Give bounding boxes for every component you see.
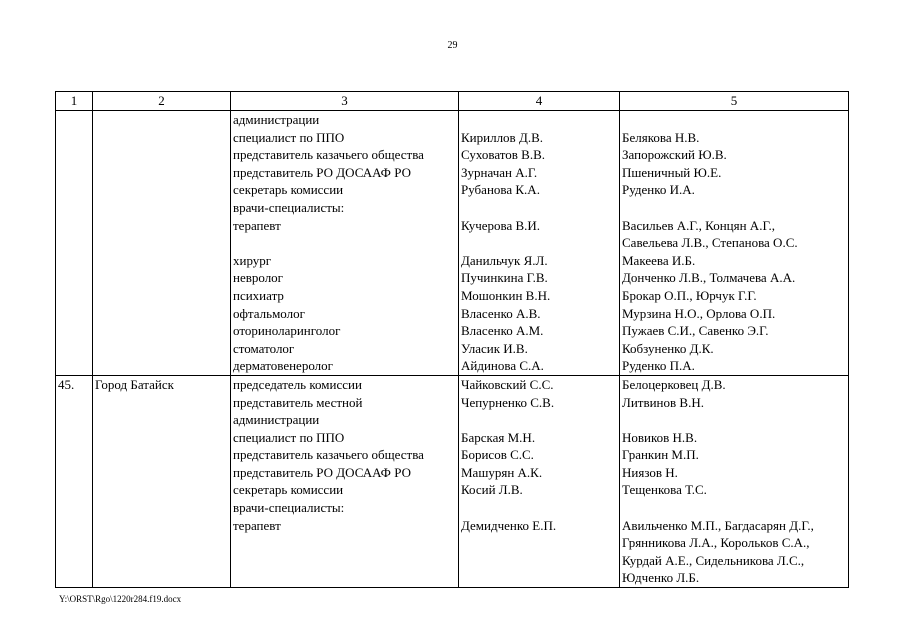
role-line: дерматовенеролог (233, 358, 333, 374)
member-line (461, 411, 617, 429)
member-line: Кучерова В.И. (461, 217, 541, 233)
role-line: невролог (233, 270, 284, 286)
column-header-3: 3 (231, 92, 459, 111)
member-line: Демидченко Е.П. (461, 517, 557, 533)
reserve-line: Запорожский Ю.В. (622, 147, 727, 163)
member-line (461, 199, 617, 217)
role-line: хирург (233, 252, 272, 268)
reserve-line: Кобзуненко Д.К. (622, 340, 714, 356)
member-line (461, 534, 617, 552)
reserve-line: Руденко И.А. (622, 182, 695, 198)
role-cell (231, 375, 459, 587)
reserve-cell (620, 111, 849, 376)
municipality-name (95, 111, 228, 129)
page-number: 29 (447, 40, 458, 51)
reserve-line: Авильченко М.П., Багдасарян Д.Г., (622, 517, 814, 533)
reserve-line (622, 111, 846, 129)
header-row (56, 92, 849, 111)
file-path-footer: Y:\ORST\Rgo\1220r284.f19.docx (59, 594, 182, 604)
member-line: Пучинкина Г.В. (461, 270, 548, 286)
member-line (461, 111, 617, 129)
member-line: Зурначан А.Г. (461, 164, 538, 180)
role-line: врачи-специалисты: (233, 500, 345, 516)
member-line: Борисов С.С. (461, 447, 534, 463)
reserve-line (622, 411, 846, 429)
reserve-line: Новиков Н.В. (622, 429, 698, 445)
member-line: Суховатов В.В. (461, 147, 545, 163)
member-line: Барская М.Н. (461, 429, 536, 445)
role-line: администрации (233, 112, 320, 127)
member-line (461, 552, 617, 570)
column-header-2: 2 (93, 92, 231, 111)
member-line: Айдинова С.А. (461, 358, 544, 374)
member-line (461, 234, 617, 252)
reserve-line: Васильев А.Г., Концян А.Г., (622, 217, 775, 233)
member-line: Машурян А.К. (461, 464, 543, 480)
role-line: представитель казачьего общества (233, 147, 424, 163)
reserve-line: Грянникова Л.А., Корольков С.А., (622, 535, 810, 551)
reserve-line: Литвинов В.Н. (622, 394, 704, 410)
row-number-text: 45. (58, 376, 75, 392)
member-line: Рубанова К.А. (461, 182, 540, 198)
reserve-line: Брокар О.П., Юрчук Г.Г. (622, 287, 757, 303)
role-cell (231, 111, 459, 376)
role-line: специалист по ППО (233, 429, 345, 445)
commission-table (55, 91, 849, 588)
row-number (56, 111, 93, 376)
reserve-line (622, 199, 846, 217)
member-line: Чайковский С.С. (461, 376, 554, 392)
row-number (56, 375, 93, 587)
role-line: администрации (233, 412, 320, 428)
role-line: представитель РО ДОСААФ РО (233, 164, 411, 180)
column-header-1: 1 (56, 92, 93, 111)
role-line (233, 552, 456, 570)
reserve-line: Ниязов Н. (622, 464, 678, 480)
role-line: стоматолог (233, 340, 295, 356)
role-line: председатель комиссии (233, 376, 362, 392)
member-cell (459, 111, 620, 376)
member-line: Кириллов Д.В. (461, 129, 543, 145)
role-line: специалист по ППО (233, 129, 345, 145)
role-line: психиатр (233, 287, 284, 303)
member-line: Власенко А.М. (461, 323, 544, 339)
role-line: представитель местной (233, 394, 363, 410)
role-line: терапевт (233, 217, 281, 233)
role-line: оториноларинголог (233, 323, 341, 339)
role-line: секретарь комиссии (233, 482, 344, 498)
member-line (461, 499, 617, 517)
reserve-line: Белякова Н.В. (622, 129, 700, 145)
reserve-line: Руденко П.А. (622, 358, 695, 374)
reserve-line: Савельева Л.В., Степанова О.С. (622, 235, 798, 251)
member-cell (459, 375, 620, 587)
role-line (233, 569, 456, 587)
municipality-name: Город Батайск (95, 376, 174, 392)
role-line: представитель РО ДОСААФ РО (233, 464, 411, 480)
column-header-4: 4 (459, 92, 620, 111)
member-line: Уласик И.В. (461, 340, 528, 356)
reserve-line: Макеева И.Б. (622, 252, 696, 268)
member-line: Чепурненко С.В. (461, 394, 555, 410)
reserve-line: Пужаев С.И., Савенко Э.Г. (622, 323, 769, 339)
column-header-5: 5 (620, 92, 849, 111)
reserve-line: Тещенкова Т.С. (622, 482, 707, 498)
municipality-cell (93, 111, 231, 376)
member-line: Власенко А.В. (461, 305, 541, 321)
reserve-line: Гранкин М.П. (622, 447, 699, 463)
reserve-cell (620, 375, 849, 587)
table-row (56, 111, 849, 376)
role-line: секретарь комиссии (233, 182, 344, 198)
reserve-line: Пшеничный Ю.Е. (622, 164, 722, 180)
role-line: представитель казачьего общества (233, 447, 424, 463)
member-line: Данильчук Я.Л. (461, 252, 548, 268)
reserve-line: Курдай А.Е., Сидельникова Л.С., (622, 552, 805, 568)
reserve-line: Мурзина Н.О., Орлова О.П. (622, 305, 776, 321)
role-line (233, 534, 456, 552)
member-line (461, 569, 617, 587)
reserve-line: Юдченко Л.Б. (622, 570, 700, 586)
reserve-line: Белоцерковец Д.В. (622, 376, 726, 392)
role-line: терапевт (233, 517, 281, 533)
role-line: врачи-специалисты: (233, 199, 345, 215)
member-line: Мошонкин В.Н. (461, 287, 551, 303)
member-line: Косий Л.В. (461, 482, 523, 498)
reserve-line (622, 499, 846, 517)
role-line (233, 234, 456, 252)
row-number-text (58, 111, 90, 129)
role-line: офтальмолог (233, 305, 305, 321)
municipality-cell (93, 375, 231, 587)
reserve-line: Донченко Л.В., Толмачева А.А. (622, 270, 796, 286)
table-row (56, 375, 849, 587)
